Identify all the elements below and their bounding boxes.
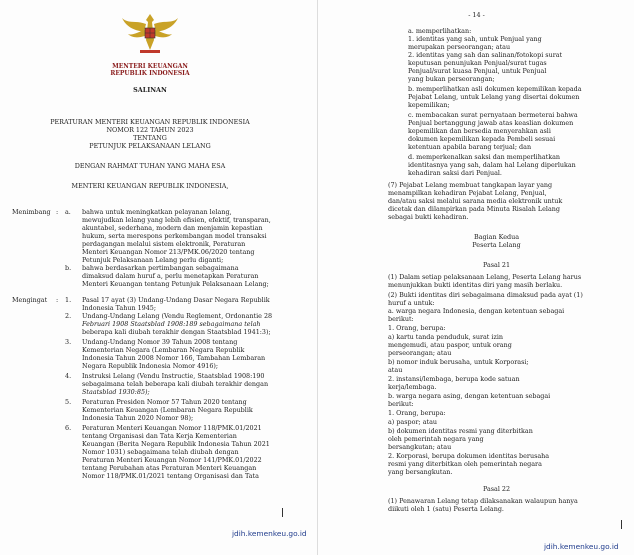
right-page	[317, 0, 634, 555]
regulation-title-line: PETUNJUK PELAKSANAAN LELANG	[89, 142, 211, 150]
article-line: 1. Orang, berupa:	[388, 324, 446, 332]
regulation-title-line: PERATURAN MENTERI KEUANGAN REPUBLIK INDONESIA	[50, 118, 250, 126]
body-line: Penjual bertanggung jawab atas keaslian dokumen	[408, 119, 574, 127]
body-line: dokumen kepemilikan kepada Pembeli sesuai	[408, 135, 556, 143]
text-cursor-icon	[621, 520, 622, 529]
article-line: 2. Korporasi, berupa dokumen identitas berusaha	[388, 452, 550, 460]
mengingat-line: Nomor 1031) sebagaimana telah diubah dengan	[82, 448, 239, 456]
body-line: Penjual/surat kuasa Penjual, untuk Penjual	[408, 67, 547, 75]
menimbang-line: Menteri Keuangan Nomor 213/PMK.06/2020 tentang	[82, 248, 255, 256]
mengingat-line: Peraturan Presiden Nomor 57 Tahun 2020 tentang	[82, 398, 247, 406]
section-heading: Bagian Kedua	[474, 233, 519, 241]
mengingat-line: Peraturan Menteri Keuangan Nomor 118/PMK.01/2021	[82, 424, 262, 432]
menimbang-label: Menimbang	[12, 208, 51, 216]
menimbang-line: Menteri Keuangan tentang Petunjuk Pelaksanaan Lelang;	[82, 280, 269, 288]
menimbang-line: mewujudkan lelang yang lebih efisien, efektif, transparan,	[82, 216, 271, 224]
menimbang-line: bahwa berdasarkan pertimbangan sebagaimana	[82, 264, 239, 272]
article-line: berikut:	[388, 315, 414, 323]
article-line: (2) Bukti identitas diri sebagaimana dimaksud pada ayat (1)	[388, 291, 583, 299]
article-line: a. warga negara Indonesia, dengan ketentuan sebagai	[388, 307, 565, 315]
article-line: diikuti oleh 1 (satu) Peserta Lelang.	[388, 505, 504, 513]
article-line: menunjukkan bukti identitas diri yang masih berlaku.	[388, 281, 563, 289]
body-line: merupakan perseorangan; atau	[408, 43, 511, 51]
body-line: dan/atau saksi melalui sarana media elektronik untuk	[388, 197, 563, 205]
mengingat-line: Kementerian Negara (Lembaran Negara Republik	[82, 346, 245, 354]
menimbang-colon: :	[56, 208, 59, 216]
article-line: 1. Orang, berupa:	[388, 409, 446, 417]
mengingat-line: Keuangan (Berita Negara Republik Indonesia Tahun 2021	[82, 440, 270, 448]
mengingat-line: Nomor 118/PMK.01/2021 tentang Organisasi dan Tata	[82, 472, 259, 480]
mengingat-line: tentang Perubahan atas Peraturan Menteri Keuangan	[82, 464, 257, 472]
footer-link[interactable]: jdih.kemenkeu.go.id	[544, 542, 619, 551]
body-line: kehadiran saksi dari Penjual.	[408, 169, 502, 177]
menimbang-line: Petunjuk Pelaksanaan Lelang perlu diganti;	[82, 256, 224, 264]
body-line: a. memperlihatkan:	[408, 27, 472, 35]
mengingat-line: Kementerian Keuangan (Lembaran Negara Republik	[82, 406, 253, 414]
article-line: perseorangan; atau	[388, 349, 452, 357]
mengingat-marker: 5.	[65, 398, 72, 406]
mengingat-colon: :	[56, 296, 59, 304]
body-line: d. memperkenalkan saksi dan memperlihatkan	[408, 153, 561, 161]
menimbang-line: bahwa untuk meningkatkan pelayanan lelang,	[82, 208, 232, 216]
body-line: b. memperlihatkan asli dokumen kepemilikan kepada	[408, 85, 582, 93]
article-line: a) paspor; atau	[388, 418, 437, 426]
menimbang-line: perdagangan melalui sistem elektronik, Peraturan	[82, 240, 246, 248]
body-line: (7) Pejabat Lelang membuat tangkapan layar yang	[388, 181, 553, 189]
article-line: b) dokumen identitas resmi yang diterbitkan	[388, 427, 533, 435]
mengingat-marker: 2.	[65, 312, 72, 320]
mengingat-line: Instruksi Lelang (Vendu Instructie, Staatsblad 1908:190	[82, 372, 265, 380]
body-line: yang bukan perseorangan;	[408, 75, 495, 83]
article-heading: Pasal 22	[482, 485, 511, 493]
mengingat-line: sebagaimana telah beberapa kali diubah terakhir dengan	[82, 380, 269, 388]
menimbang-marker: b.	[65, 264, 72, 272]
mengingat-line: Februari 1908 Staatsblad 1908:189 sebagaimana telah	[82, 320, 261, 328]
article-line: atau	[388, 366, 403, 374]
body-line: c. membacakan surat pernyataan bermeterai bahwa	[408, 111, 578, 119]
minister-statement: MENTERI KEUANGAN REPUBLIK INDONESIA,	[71, 182, 229, 190]
mengingat-marker: 4.	[65, 372, 72, 380]
article-line: berikut:	[388, 400, 414, 408]
salinan-label: SALINAN	[133, 86, 167, 94]
emblem-caption-2: REPUBLIK INDONESIA	[110, 70, 190, 77]
article-line: (1) Penawaran Lelang tetap dilaksanakan walaupun hanya	[388, 497, 578, 505]
article-line: mengemudi, atau paspor, untuk orang	[388, 341, 512, 349]
regulation-title-line: NOMOR 122 TAHUN 2023	[106, 126, 194, 134]
body-line: dicetak dan dilampirkan pada Minuta Risalah Lelang	[388, 205, 560, 213]
regulation-title-line: TENTANG	[133, 134, 167, 142]
mengingat-line: Undang-Undang Lelang (Vendu Reglement, Ordonantie 28	[82, 312, 273, 320]
article-line: yang bersangkutan.	[388, 468, 453, 476]
mengingat-label: Mengingat	[12, 296, 48, 304]
emblem-caption-1: MENTERI KEUANGAN	[112, 63, 188, 70]
article-line: a) kartu tanda penduduk, surat izin	[388, 333, 503, 341]
mengingat-marker: 6.	[65, 424, 72, 432]
garuda-emblem-icon	[118, 10, 182, 62]
mengingat-line: Undang-Undang Nomor 39 Tahun 2008 tentang	[82, 338, 238, 346]
page-number: - 14 -	[468, 11, 485, 19]
body-line: 1. identitas yang sah, untuk Penjual yang	[408, 35, 542, 43]
mengingat-line: tentang Organisasi dan Tata Kerja Kementerian	[82, 432, 237, 440]
mengingat-line: Indonesia Tahun 2020 Nomor 98);	[82, 414, 194, 422]
article-line: oleh pemerintah negara yang	[388, 435, 484, 443]
body-line: 2. identitas yang sah dan salinan/fotokopi surat	[408, 51, 563, 59]
mengingat-line: Peraturan Menteri Keuangan Nomor 141/PMK.01/2022	[82, 456, 262, 464]
article-heading: Pasal 21	[482, 261, 511, 269]
article-line: resmi yang diterbitkan oleh pemerintah negara	[388, 460, 542, 468]
body-line: menampilkan kehadiran Pejabat Lelang, Penjual,	[388, 189, 547, 197]
menimbang-line: hukum, serta merespons perkembangan model transaksi	[82, 232, 267, 240]
menimbang-line: dimaksud dalam huruf a, perlu menetapkan Peraturan	[82, 272, 259, 280]
footer-link[interactable]: jdih.kemenkeu.go.id	[232, 529, 307, 538]
text-cursor-icon	[282, 508, 283, 517]
mengingat-line: Indonesia Tahun 1945;	[82, 304, 157, 312]
mengingat-line: beberapa kali diubah terakhir dengan Staatsblad 1941:3);	[82, 328, 271, 336]
article-line: kerja/lembaga.	[388, 383, 437, 391]
menimbang-line: akuntabel, sederhana, modern dan menjamin kepastian	[82, 224, 263, 232]
body-line: Pejabat Lelang, untuk Lelang yang disertai dokumen	[408, 93, 580, 101]
article-line: b) nomor induk berusaha, untuk Korporasi;	[388, 358, 529, 366]
mengingat-line: Staatsblad 1930:85);	[82, 388, 150, 396]
body-line: kepemilikan dan bersedia menyerahkan asli	[408, 127, 551, 135]
body-line: kepemilikan;	[408, 101, 450, 109]
body-line: ketentuan apabila barang terjual; dan	[408, 143, 532, 151]
section-title: Peserta Lelang	[472, 241, 521, 249]
body-line: sebagai bukti kehadiran.	[388, 213, 469, 221]
mengingat-line: Negara Republik Indonesia Nomor 4916);	[82, 362, 219, 370]
mengingat-marker: 3.	[65, 338, 72, 346]
article-line: huruf a untuk:	[388, 299, 435, 307]
article-line: b. warga negara asing, dengan ketentuan sebagai	[388, 392, 551, 400]
mengingat-marker: 1.	[65, 296, 72, 304]
article-line: bersangkutan; atau	[388, 443, 452, 451]
article-line: (1) Dalam setiap pelaksanaan Lelang, Peserta Lelang harus	[388, 273, 582, 281]
grace-statement: DENGAN RAHMAT TUHAN YANG MAHA ESA	[74, 162, 226, 170]
mengingat-line: Indonesia Tahun 2008 Nomor 166, Tambahan Lembaran	[82, 354, 266, 362]
mengingat-line: Pasal 17 ayat (3) Undang-Undang Dasar Negara Republik	[82, 296, 270, 304]
menimbang-marker: a.	[65, 208, 71, 216]
body-line: identitasnya yang sah, dalam hal Lelang diperlukan	[408, 161, 576, 169]
body-line: keputusan penunjukan Penjual/surat tugas	[408, 59, 547, 67]
article-line: 2. instansi/lembaga, berupa kode satuan	[388, 375, 520, 383]
